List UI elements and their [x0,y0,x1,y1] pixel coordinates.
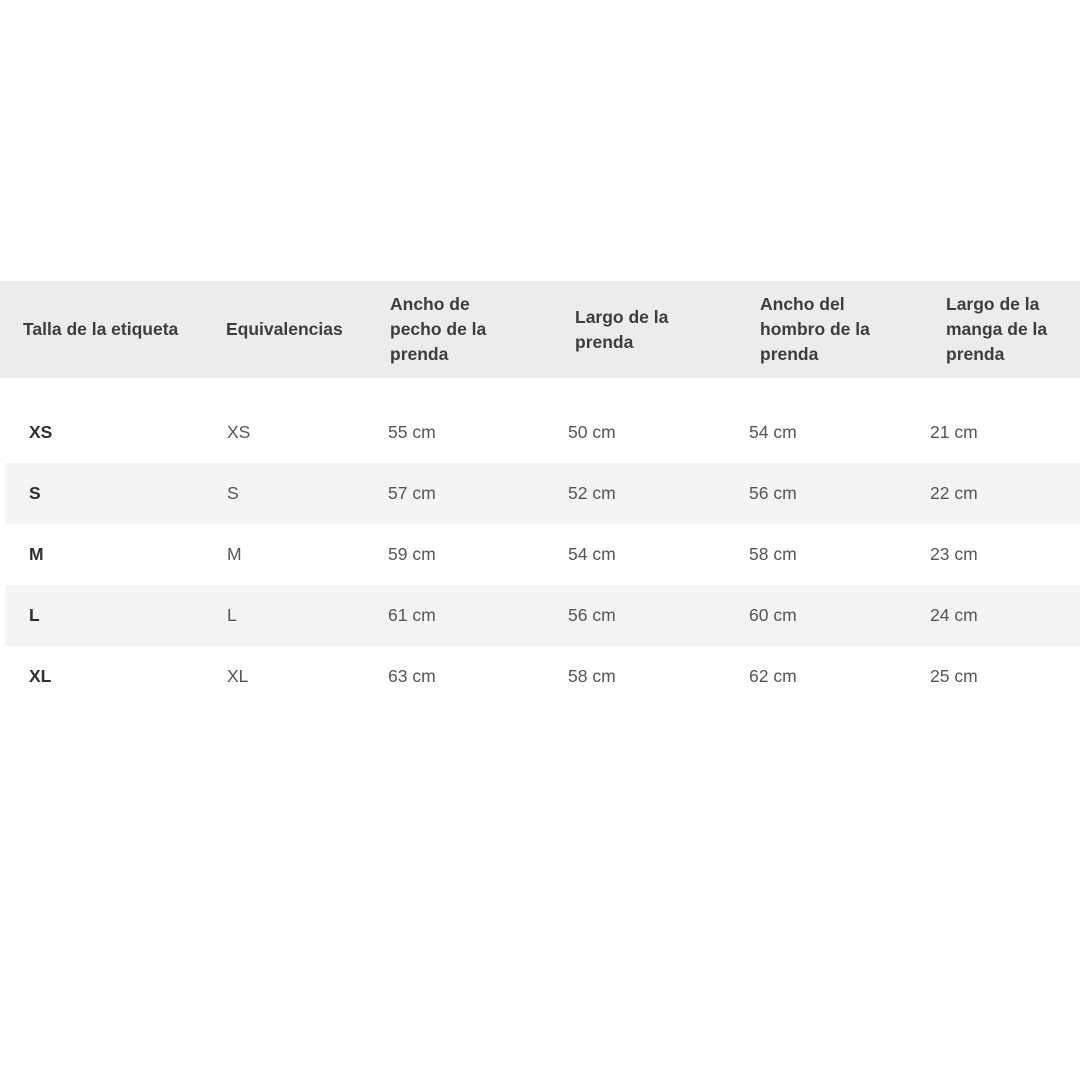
table-row [5,524,1080,585]
cell-equivalence: M [227,544,242,564]
table-row [5,646,1080,707]
cell-length: 56 cm [568,605,616,625]
cell-chest-width: 61 cm [388,605,436,625]
cell-equivalence: XL [227,666,249,686]
header-text: Talla de la etiqueta [23,319,179,339]
header-equivalences [226,281,376,378]
cell-equivalence: XS [227,422,251,442]
header-shoulder-width [760,281,885,378]
header-text: Largo de la prenda [575,306,669,352]
cell-chest-width: 59 cm [388,544,436,564]
cell-label-size: M [29,544,44,564]
header-sleeve-length [946,281,1066,378]
header-garment-length [575,281,685,378]
cell-label-size: XS [29,422,53,442]
header-text: Equivalencias [226,319,343,339]
cell-chest-width: 55 cm [388,422,436,442]
cell-chest-width: 57 cm [388,483,436,503]
table-header [0,281,1080,378]
cell-equivalence: L [227,605,237,625]
table-row [5,463,1080,524]
header-label-size [23,281,193,378]
cell-sleeve-length: 23 cm [930,544,978,564]
cell-sleeve-length: 22 cm [930,483,978,503]
cell-chest-width: 63 cm [388,666,436,686]
cell-shoulder-width: 58 cm [749,544,797,564]
cell-shoulder-width: 54 cm [749,422,797,442]
cell-shoulder-width: 60 cm [749,605,797,625]
table-row [5,402,1080,463]
header-text: Largo de la manga de la prenda [946,294,1048,364]
cell-sleeve-length: 25 cm [930,666,978,686]
cell-shoulder-width: 62 cm [749,666,797,686]
size-chart-table [0,281,1080,686]
cell-sleeve-length: 24 cm [930,605,978,625]
cell-shoulder-width: 56 cm [749,483,797,503]
header-text: Ancho del hombro de la prenda [760,294,870,364]
cell-label-size: XL [29,666,52,686]
cell-label-size: S [29,483,41,503]
header-text: Ancho de pecho de la prenda [390,294,487,364]
cell-length: 50 cm [568,422,616,442]
cell-sleeve-length: 21 cm [930,422,978,442]
cell-length: 54 cm [568,544,616,564]
table-body [5,402,1080,707]
cell-equivalence: S [227,483,239,503]
header-chest-width [390,281,500,378]
table-row [5,585,1080,646]
cell-label-size: L [29,605,40,625]
cell-length: 58 cm [568,666,616,686]
cell-length: 52 cm [568,483,616,503]
